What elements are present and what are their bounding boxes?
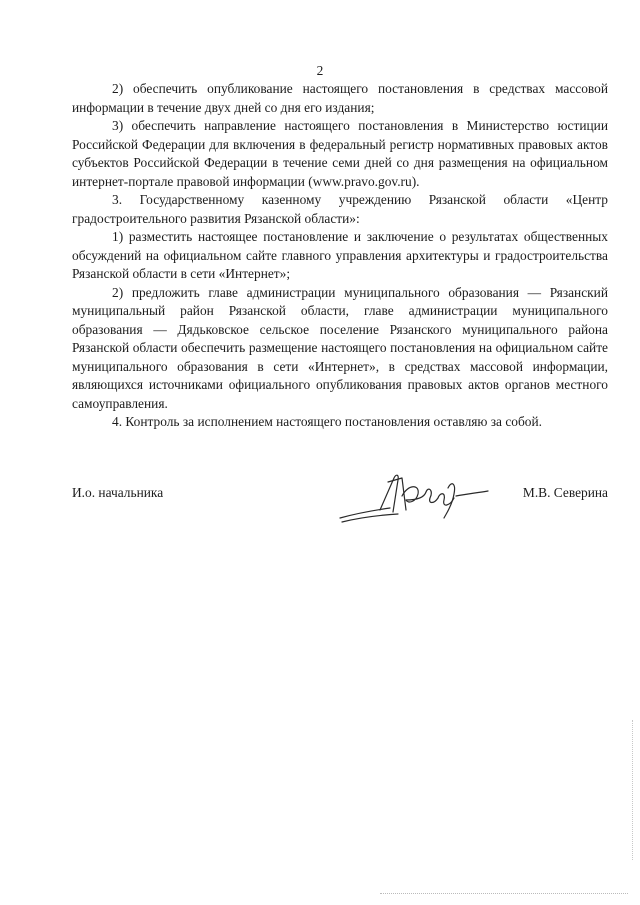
- signatory-title: И.о. начальника: [72, 485, 164, 500]
- paragraph-publication: 2) обеспечить опубликование настоящего постановления в средствах массовой информации в течение двух дней со дня его издания;: [72, 81, 608, 115]
- paragraph-publish-on-site: 1) разместить настоящее постановление и заключение о результатах общественных обсуждений на официальном сайте главного управления архитектуры и градостроительства Рязанской области в сети «Интернет»;: [72, 229, 608, 281]
- paragraph-control: 4. Контроль за исполнением настоящего постановления оставляю за собой.: [112, 414, 543, 429]
- scan-edge-artifact: [380, 893, 628, 896]
- handwritten-signature: [336, 466, 496, 524]
- page-number: 2: [316, 63, 324, 78]
- paragraph-municipal-publication: 2) предложить главе администрации муниципального образования — Рязанский муниципальный район Рязанской области, главе администрации муниципального образования — Дядьковское сельское поселение Рязанского муниципального района Рязанской области обеспечить размещение настоящего постановления на официальном сайте муниципального образования в сети «Интернет», в средствах массовой информации, являющихся источниками официального опубликования правовых актов органов местного самоуправления.: [72, 284, 608, 411]
- signatory-name: М.В. Северина: [522, 485, 608, 500]
- paragraph-state-institution: 3. Государственному казенному учреждению Рязанской области «Центр градостроительного развития Рязанской области»:: [72, 192, 608, 226]
- paragraph-ministry-of-justice: 3) обеспечить направление настоящего постановления в Министерство юстиции Российской Федерации для включения в федеральный регистр нормативных правовых актов субъектов Российской Федерации в течение семи дней со дня размещения на официальном интернет-портале правовой информации (www.pravo.gov.ru).: [72, 118, 608, 189]
- scan-edge-artifact-right: [632, 720, 635, 860]
- signature-block: [72, 484, 608, 524]
- document-body: [72, 80, 608, 432]
